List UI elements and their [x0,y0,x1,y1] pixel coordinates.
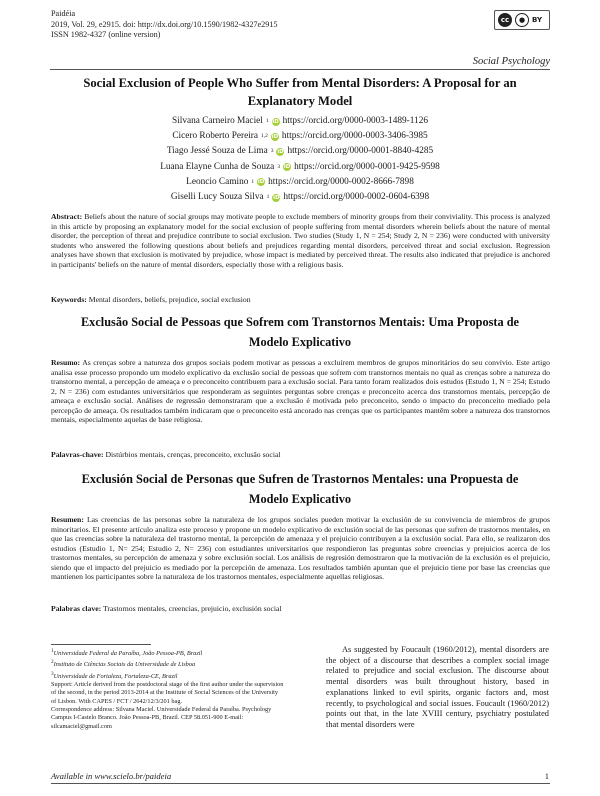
keywords-label: Palavras-chave: [51,450,104,459]
journal-header [51,9,278,41]
abstract-label: Resumo: [51,358,81,367]
page-number: 1 [544,771,549,781]
person-icon: ● [515,13,529,27]
correspondence-note: Correspondence address: Silvana Maciel. Universidade Federal da Paraíba. Psychology Campus I-Castelo Branco. João Pessoa-PB, Brazil. CEP 58.051-900 E-mail: silcamaciel@gmail.com [51,706,272,730]
author-name: Leoncio Camino [186,176,249,187]
author-line [80,129,520,144]
keywords-label: Palabras clave: [51,604,102,613]
author-orcid-link[interactable]: https://orcid.org/0000-0002-8666-7898 [268,176,414,187]
abstract-label: Resumen: [51,515,84,524]
keywords-pt [51,450,281,459]
affiliation-1: $^1$Universidade Federal da Paraíba, João Pessoa-PB, Brazil [51,648,203,658]
orcid-icon[interactable]: iD [283,164,291,171]
keywords-text: Distúrbios mentais, crenças, preconceito, exclusão social [105,450,281,459]
abstract-label: Abstract: [51,212,83,221]
section-label: Social Psychology [472,56,550,67]
journal-name: Paidéia [51,9,76,18]
author-line [80,114,520,129]
by-label: BY [532,16,543,24]
body-text-column [326,645,549,731]
author-orcid-link[interactable]: https://orcid.org/0000-0003-3406-3985 [281,131,428,142]
body-paragraph: As suggested by Foucault (1960/2012), mental disorders are the object of a discourse that describes a complex social image related to prejudice and social exclusion. The discourse about mental disorders was built throughout history, based in explanations linked to evil spirits, organic factors and, most recently, to psychological and social issues. Foucault (1960/2012) points out that, in the late XVIII century, psychiatry postulated that mental disorders were [326,645,549,729]
header-divider [50,69,550,70]
footnote-divider [51,644,151,645]
author-name: Luana Elayne Cunha de Souza [160,161,275,172]
abstract-pt [51,358,550,425]
abstract-es [51,515,550,582]
author-orcid-link[interactable]: https://orcid.org/0000-0001-9425-9598 [294,161,440,172]
footer-divider [51,783,550,784]
keywords-label: Keywords: [51,295,87,304]
cc-by-license-icon[interactable] [494,10,550,30]
abstract-text: Beliefs about the nature of social groups may motivate people to exclude members of minority groups from their conviviality. This process is analyzed in this article by proposing an explanatory model for the social exclusion of people suffering from mental disorders wherein beliefs about the nature of mental disorder, the perception of threat and prejudice contribute to social exclusion. Two studies (Study 1, N = 254; Study 2, N = 236) were conducted with university students who answered the following questions about beliefs and prejudices regarding mental disorders, perceived threat and social exclusion. Regression analyses have shown that exclusion is motivated by prejudice, whose impact is mediated by perceived threat. The results also indicated that prejudice is anchored in participants' beliefs on the nature of mental disorders, especially those with a religious basis. [51,212,551,269]
author-line [80,160,520,175]
keywords-text: Trastornos mentales, creencias, prejuicio, exclusión social [102,604,282,613]
author-name: Cicero Roberto Pereira [172,131,259,142]
abstract-text: As crenças sobre a natureza dos grupos sociais podem motivar as pessoas a excluírem membros de grupos minoritários do seu convívio. Este artigo analisa esse processo propondo um modelo explicativo da exclusão social de pessoas que sofrem com transtornos mentais no qual as crenças sobre a natureza do transtorno mental, a percepção de ameaça e o preconceito contribuem para a exclusão social. Para tanto foram realizados dois estudos (Estudo 1, N = 254; Estudo 2, N = 236) com estudantes universitários que responderam as seguintes perguntas sobre crenças e preconceito acerca dos transtornos mentais, percepção de ameaça e exclusão social. Análises de regressão demonstraram que a exclusão é motivada pelo preconceito, sendo o impacto do preconceito mediado pela percepção de ameaça. Os resultados também indicaram que o preconceito está ancorado nas crenças que os participantes mantêm sobre a natureza dos transtornos mentais, especialmente aquelas de base religiosa. [51,358,550,425]
orcid-icon[interactable]: iD [277,149,284,155]
orcid-icon[interactable]: iD [272,118,279,125]
author-affiliation-sup: 3 [277,163,281,170]
keywords-es [51,604,282,613]
author-affiliation-sup: 1 [251,178,255,185]
author-line [80,175,520,190]
abstract-en [51,212,550,269]
author-name: Giselli Lucy Souza Silva [170,192,264,203]
affiliations [51,647,284,731]
citation-doi[interactable]: 2019, Vol. 29, e2915. doi: http://dx.doi.org/10.1590/1982-4327e2915 [51,19,278,29]
author-line [80,190,520,205]
article-title-es: Exclusión Social de Personas que Sufren de Trastornos Mentales: una Propuesta de Modelo Explicativo [81,472,519,506]
cc-icon: cc [498,13,512,27]
orcid-icon[interactable]: iD [271,133,279,140]
abstract-text: Las creencias de las personas sobre la naturaleza de los grupos sociales pueden motivar la exclusión de su convivencia de miembros de grupos minoritarios. El presente artículo analiza este proceso y propone un modelo explicativo de exclusión social de las personas que sufren de trastornos mentales, en que las creencias sobre la naturaleza del trastorno mental, la percepción de amenaza y el prejuicio contribuyen a la exclusión social. Para ello, se realizaron dos estudios (Estudio 1, N= 254; Estudio 2, N= 236) con estudiantes universitarios que respondieron las preguntas sobre creencias y prejuicios acerca de los trastornos mentales, su percepción de amenaza y sobre exclusión social. Los análisis de regresión demostraron que la motivación de la exclusión es el prejuicio, siendo que el impacto del prejuicio es mediado por la percepción de amenaza. Los resultados también apuntan que el prejuicio tiene por base las creencias que mantienen los participantes sobre la naturaleza de los trastornos mentales, especialmente aquellas religiosas. [51,515,550,582]
availability-footer[interactable]: Available in www.scielo.br/paideia [51,771,172,781]
support-note: Support: Article derived from the postdoctoral stage of the first author under the supervision of the second, in the period 2013-2014 at the Institute of Social Sciences of the University of Lisbon. With CAPES / FCT / 2642/12/3/201 bag. [51,681,284,705]
author-line [80,144,520,159]
article-title-en: Social Exclusion of People Who Suffer from Mental Disorders: A Proposal for an Explanatory Model [83,76,517,108]
author-name: Silvana Carneiro Maciel [171,116,263,126]
author-list [80,114,520,205]
affiliation-2: $^2$Instituto de Ciências Sociais da Universidade de Lisboa [51,659,196,669]
keywords-text: Mental disorders, beliefs, prejudice, social exclusion [88,295,251,304]
author-orcid-link[interactable]: https://orcid.org/0000-0003-1489-1126 [282,116,428,126]
orcid-icon[interactable]: iD [273,194,280,201]
author-affiliation-sup: 1,2 [261,133,268,140]
article-title-pt: Exclusão Social de Pessoas que Sofrem com Transtornos Mentais: Uma Proposta de Modelo Explicativo [80,315,519,349]
author-affiliation-sup: 1 [265,118,269,124]
author-name: Tiago Jessé Souza de Lima [166,146,268,157]
issn: ISSN 1982-4327 (online version) [51,30,161,40]
author-affiliation-sup: 1 [266,194,270,201]
author-affiliation-sup: 3 [270,148,274,155]
affiliation-3: $^3$Universidade de Fortaleza, Fortaleza-CE, Brazil [51,670,178,680]
author-orcid-link[interactable]: https://orcid.org/0000-0001-8840-4285 [287,146,434,157]
orcid-icon[interactable]: iD [257,179,265,186]
keywords-en [51,295,251,304]
author-orcid-link[interactable]: https://orcid.org/0000-0002-0604-6398 [283,192,430,203]
